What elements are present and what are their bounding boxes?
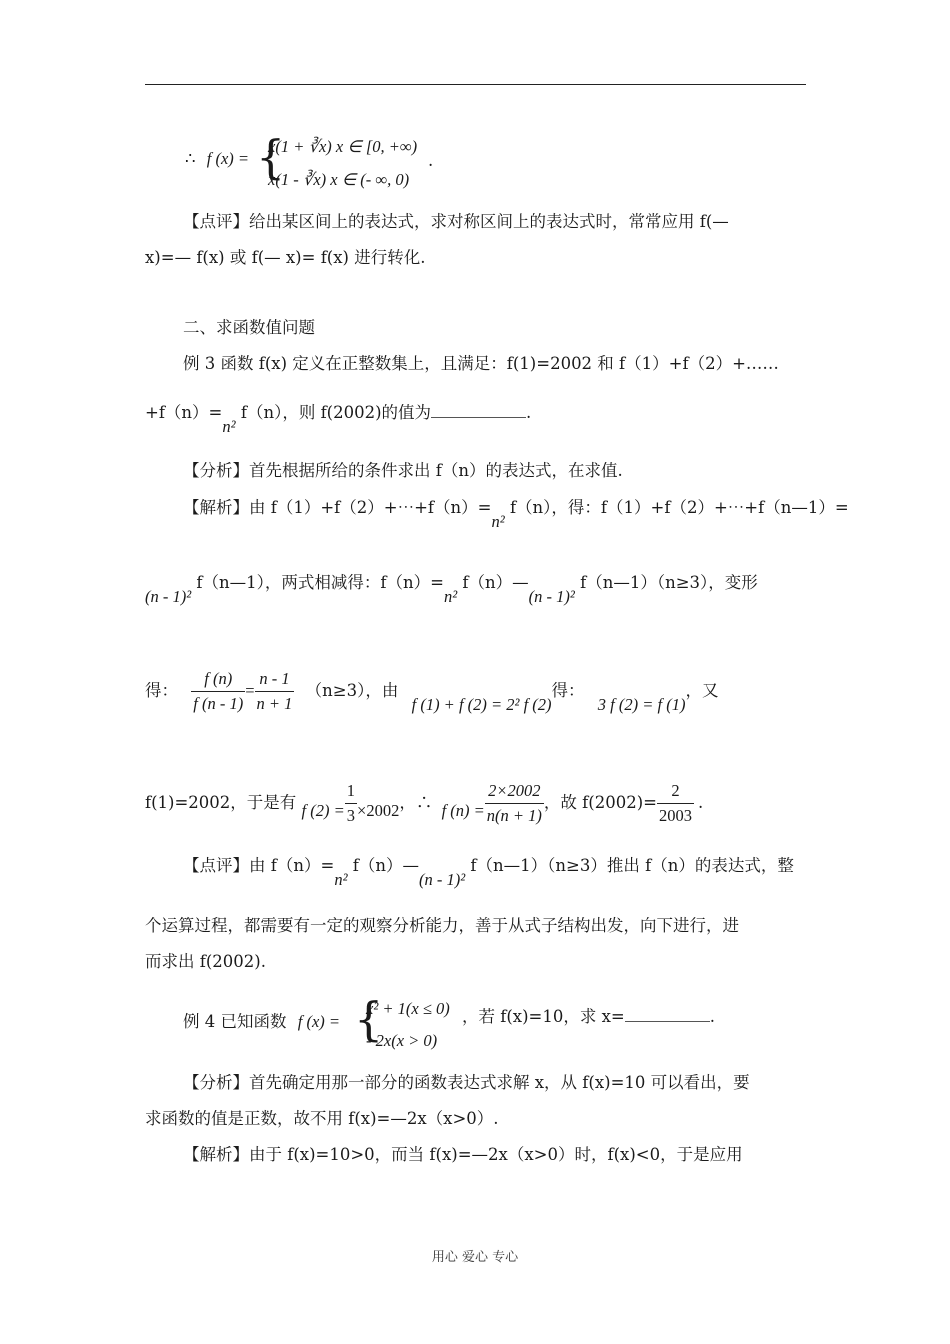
n-squared: n² (443, 587, 458, 606)
period: . (428, 151, 434, 170)
n-squared: n² (491, 512, 505, 531)
fraction-n1-over-np1: $\frac{n - 1}{n + 1}$ (256, 669, 293, 713)
analysis-2-line-2: 求函数的值是正数，故不用 f(x)=—2x（x>0）. (145, 1109, 499, 1128)
fraction-fn-result: $\frac{2\times 2002}{n(n + 1)}$ (486, 781, 542, 825)
solution-line-2: (n - 1)² f（n—1），两式相减得：f（n）=n² f（n）—(n - 1)² f（n—1）（n≥3），变形 (145, 573, 758, 606)
case-1: x(1 + ∛x) x ∈ [0, +∞) (268, 137, 418, 156)
example-4-tail: ，若 f(x)=10，求 x= . (462, 1007, 715, 1026)
comment-2-line-2: 个运算过程，都需要有一定的观察分析能力，善于从式子结构出发，向下进行，进 (145, 916, 739, 935)
therefore-symbol: ∴ (185, 149, 196, 168)
example-3-line-1: 例 3 函数 f(x) 定义在正整数集上，且满足：f(1)=2002 和 f（1）+f（2）+…… (183, 354, 779, 373)
page-footer: 用心 爱心 专心 (431, 1250, 519, 1265)
comment-2-line-1: 【点评】由 f（n）=n² f（n）—(n - 1)² f（n—1）（n≥3）推出 f（n）的表达式，整 (183, 856, 794, 889)
answer-blank (431, 417, 526, 418)
solution-line-3: 得： $\frac{f (n)}{f (n - 1)}$ = $\frac{n - 1}{n + 1}$ （n≥3），由 f (1) + f (2) = 2² f (2)得： 3 f (2) = f (1)，又 (145, 669, 719, 714)
n-squared: n² (222, 417, 236, 436)
formula-piecewise-1 (185, 148, 249, 170)
comment-2-line-3: 而求出 f(2002). (145, 952, 266, 971)
case-2: x(1 - ∛x) x ∈ (- ∞, 0) (268, 170, 410, 189)
n-minus-1-squared: (n - 1)² (145, 587, 192, 606)
formula-fx: f (x) = (297, 1012, 341, 1031)
equation-f1-f2: f (1) + f (2) = 2² f (2) (411, 695, 552, 714)
n-squared: n² (334, 870, 348, 889)
left-brace: { (354, 992, 384, 1046)
case-1: x² + 1(x ≤ 0) (366, 999, 450, 1018)
section-heading: 二、求函数值问题 (183, 318, 315, 337)
left-brace: { (256, 130, 286, 184)
analysis-2-line-1: 【分析】首先确定用那一部分的函数表达式求解 x，从 f(x)=10 可以看出，要 (183, 1073, 750, 1092)
case-2: - 2x(x > 0) (366, 1031, 438, 1050)
fraction-fn-over-fn1: $\frac{f (n)}{f (n - 1)}$ (193, 669, 244, 713)
n-minus-1-squared: (n - 1)² (528, 587, 575, 606)
example-3-line-2: +f（n）=n² f（n），则 f(2002)的值为 . (145, 403, 532, 436)
analysis-line: 【分析】首先根据所给的条件求出 f（n）的表达式，在求值. (183, 461, 623, 480)
comment-line-1: 【点评】给出某区间上的表达式，求对称区间上的表达式时，常常应用 f(— (183, 212, 729, 231)
header-rule (145, 84, 806, 85)
example-4: 例 4 已知函数 f (x) = (183, 1012, 341, 1031)
fraction-answer: $\frac{2}{2003}$ (658, 781, 692, 825)
solution-2-line-1: 【解析】由于 f(x)=10>0，而当 f(x)=—2x（x>0）时，f(x)<0，于是应用 (183, 1145, 743, 1164)
n-minus-1-squared: (n - 1)² (419, 870, 466, 889)
comment-line-2: x)=— f(x) 或 f(— x)= f(x) 进行转化. (145, 248, 426, 267)
fraction-one-third: $\frac{1}{3}$ (346, 781, 356, 825)
solution-line-1: 【解析】由 f（1）+f（2）+⋯+f（n）=n² f（n），得：f（1）+f（2）+⋯+f（n—1）= (183, 498, 849, 531)
equation-3f2: 3 f (2) = f (1) (597, 695, 686, 714)
solution-line-4: f(1)=2002，于是有 f (2) = $\frac{1}{3}$ ×2002，∴ f (n) = $\frac{2\times 2002}{n(n + 1)}$ ，故 f(2002)= $\frac{2}{2003}$ . (145, 781, 704, 825)
answer-blank (625, 1021, 710, 1022)
formula-fx: f (x) = (206, 149, 250, 168)
